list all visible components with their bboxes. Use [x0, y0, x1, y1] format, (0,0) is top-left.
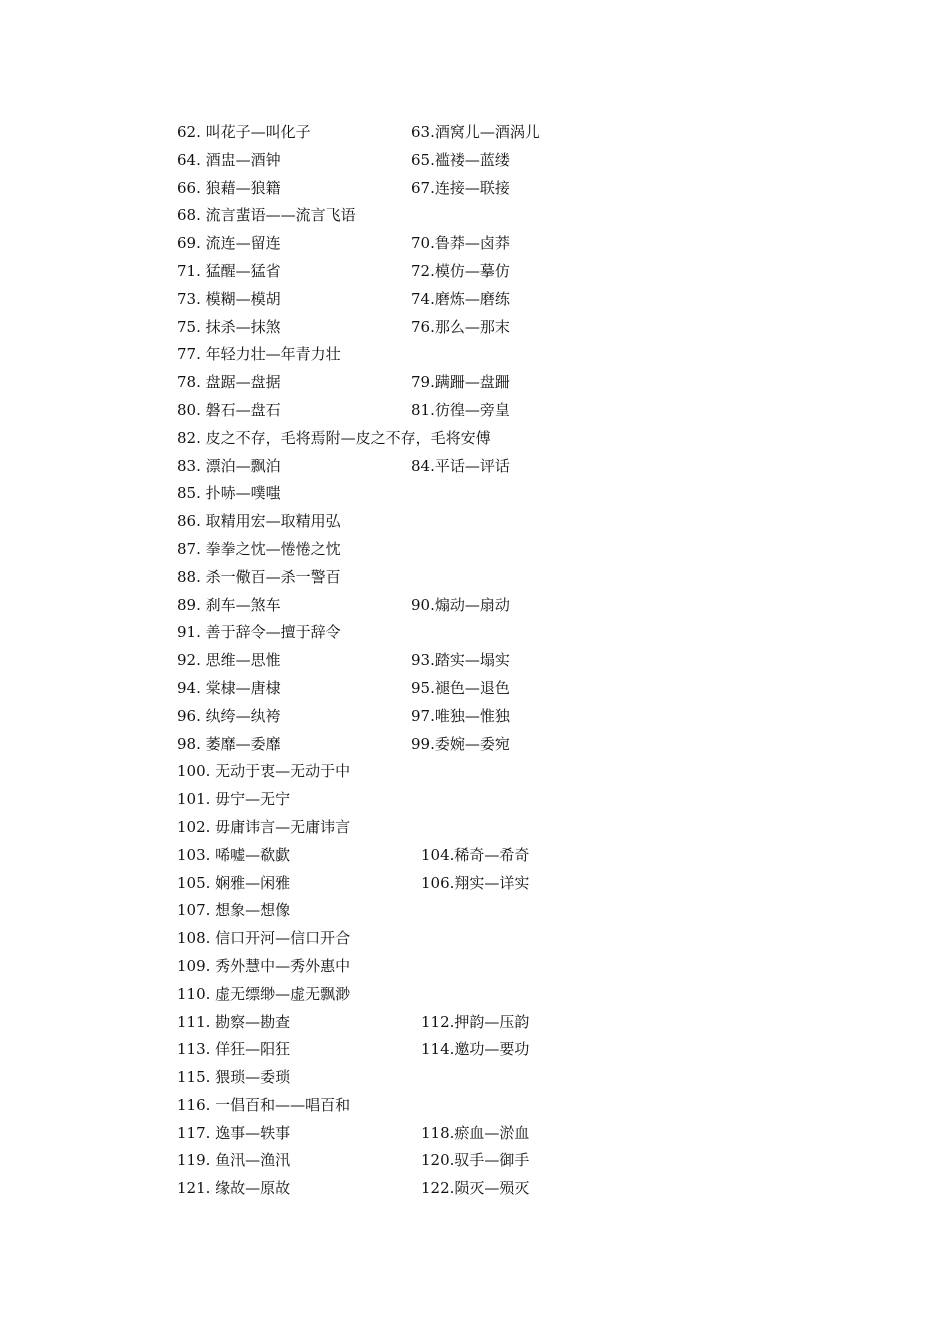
list-item — [177, 230, 877, 258]
entry-left-text: 98. 萎靡—委靡 — [177, 734, 281, 753]
entry-left-text: 105. 娴雅—闲雅 — [177, 873, 291, 892]
list-item — [177, 258, 877, 286]
entry-right-text: 97.唯独—惟独 — [411, 706, 510, 725]
entry-left-text: 62. 叫花子—叫化子 — [177, 123, 311, 141]
list-item — [177, 1092, 877, 1120]
entry-left-text: 66. 狼藉—狼籍 — [177, 178, 281, 197]
entry-left-text: 85. 扑哧—噗嗤 — [177, 484, 281, 503]
list-item — [177, 953, 877, 981]
entry-left-text: 119. 鱼汛—渔汛 — [177, 1151, 291, 1170]
list-item — [177, 480, 877, 508]
list-item — [177, 453, 877, 481]
list-item — [177, 508, 877, 536]
list-item — [177, 341, 877, 369]
entry-right-text: 76.那么—那末 — [411, 317, 510, 336]
list-item — [177, 1147, 877, 1175]
entry-left-text: 111. 勘察—勘查 — [177, 1012, 291, 1031]
entry-right-text: 63.酒窝儿—酒涡儿 — [411, 123, 540, 141]
entry-right-text: 104.稀奇—希奇 — [421, 845, 530, 864]
entry-right-text: 81.彷徨—旁皇 — [411, 400, 510, 419]
entry-left-text: 82. 皮之不存，毛将焉附—皮之不存，毛将安傅 — [177, 428, 491, 447]
entry-left-text: 87. 拳拳之忱—惓惓之忱 — [177, 539, 341, 558]
entry-right-text: 72.模仿—摹仿 — [411, 261, 510, 280]
list-item — [177, 703, 877, 731]
entry-left-text: 68. 流言蜚语——流言飞语 — [177, 206, 356, 225]
list-item — [177, 619, 877, 647]
entry-left-text: 88. 杀一儆百—杀一警百 — [177, 567, 341, 586]
list-item — [177, 119, 877, 147]
entry-left-text: 71. 猛醒—猛省 — [177, 261, 281, 280]
entry-left-text: 94. 棠棣—唐棣 — [177, 678, 281, 697]
list-item — [177, 592, 877, 620]
entry-right-text: 93.踏实—塌实 — [411, 651, 510, 670]
entry-left-text: 116. 一倡百和——唱百和 — [177, 1095, 351, 1114]
list-item — [177, 758, 877, 786]
list-item — [177, 647, 877, 675]
list-item — [177, 286, 877, 314]
entry-left-text: 121. 缘故—原故 — [177, 1179, 291, 1198]
entry-left-text: 103. 唏嘘—欷歔 — [177, 845, 291, 864]
list-item — [177, 897, 877, 925]
list-item — [177, 425, 877, 453]
entry-left-text: 83. 漂泊—飘泊 — [177, 456, 281, 475]
list-item — [177, 1009, 877, 1037]
list-item — [177, 870, 877, 898]
entry-left-text: 77. 年轻力壮—年青力壮 — [177, 345, 341, 364]
entry-left-text: 113. 佯狂—阳狂 — [177, 1040, 291, 1059]
entry-left-text: 107. 想象—想像 — [177, 901, 291, 920]
entry-left-text: 86. 取精用宏—取精用弘 — [177, 512, 341, 531]
entry-left-text: 109. 秀外慧中—秀外惠中 — [177, 956, 351, 975]
entry-right-text: 74.磨炼—磨练 — [411, 289, 510, 308]
list-item — [177, 925, 877, 953]
entry-left-text: 73. 模糊—模胡 — [177, 289, 281, 308]
entry-right-text: 67.连接—联接 — [411, 178, 510, 197]
entry-right-text: 122.陨灭—殒灭 — [421, 1179, 530, 1198]
entry-left-text: 78. 盘踞—盘据 — [177, 373, 281, 392]
entry-left-text: 108. 信口开河—信口开合 — [177, 929, 351, 948]
list-item — [177, 1120, 877, 1148]
list-item — [177, 314, 877, 342]
list-item — [177, 564, 877, 592]
entry-right-text: 112.押韵—压韵 — [421, 1012, 530, 1031]
entry-right-text: 95.褪色—退色 — [411, 678, 510, 697]
list-item — [177, 814, 877, 842]
list-item — [177, 842, 877, 870]
entry-right-text: 99.委婉—委宛 — [411, 734, 510, 753]
word-pair-list — [177, 119, 877, 1203]
list-item — [177, 397, 877, 425]
entry-right-text: 79.蹒跚—盘跚 — [411, 373, 510, 392]
list-item — [177, 1175, 877, 1203]
list-item — [177, 731, 877, 759]
entry-left-text: 101. 毋宁—无宁 — [177, 790, 291, 809]
entry-right-text: 114.邀功—要功 — [421, 1040, 530, 1059]
entry-left-text: 69. 流连—留连 — [177, 234, 281, 253]
list-item — [177, 175, 877, 203]
list-item — [177, 369, 877, 397]
entry-left-text: 80. 磐石—盘石 — [177, 400, 281, 419]
entry-left-text: 117. 逸事—轶事 — [177, 1123, 291, 1142]
entry-right-text: 84.平话—评话 — [411, 456, 510, 475]
entry-right-text: 70.鲁莽—卤莽 — [411, 234, 510, 253]
list-item — [177, 1064, 877, 1092]
list-item — [177, 675, 877, 703]
entry-left-text: 110. 虚无缥缈—虚无飘渺 — [177, 984, 351, 1003]
entry-left-text: 89. 刹车—煞车 — [177, 595, 281, 614]
list-item — [177, 786, 877, 814]
list-item — [177, 536, 877, 564]
entry-left-text: 100. 无动于衷—无动于中 — [177, 762, 351, 781]
entry-right-text: 118.瘀血—淤血 — [421, 1123, 530, 1142]
list-item — [177, 202, 877, 230]
entry-left-text: 64. 酒盅—酒钟 — [177, 150, 281, 169]
entry-left-text: 91. 善于辞令—擅于辞令 — [177, 623, 341, 642]
entry-left-text: 102. 毋庸讳言—无庸讳言 — [177, 817, 351, 836]
entry-right-text: 90.煽动—扇动 — [411, 595, 510, 614]
entry-right-text: 65.褴褛—蓝缕 — [411, 150, 510, 169]
list-item — [177, 147, 877, 175]
list-item — [177, 981, 877, 1009]
entry-left-text: 75. 抹杀—抹煞 — [177, 317, 281, 336]
entry-left-text: 92. 思维—思惟 — [177, 651, 281, 670]
entry-right-text: 106.翔实—详实 — [421, 873, 530, 892]
list-item — [177, 1036, 877, 1064]
entry-right-text: 120.驭手—御手 — [421, 1151, 530, 1170]
entry-left-text: 115. 猥琐—委琐 — [177, 1068, 291, 1087]
entry-left-text: 96. 纨绔—纨袴 — [177, 706, 281, 725]
